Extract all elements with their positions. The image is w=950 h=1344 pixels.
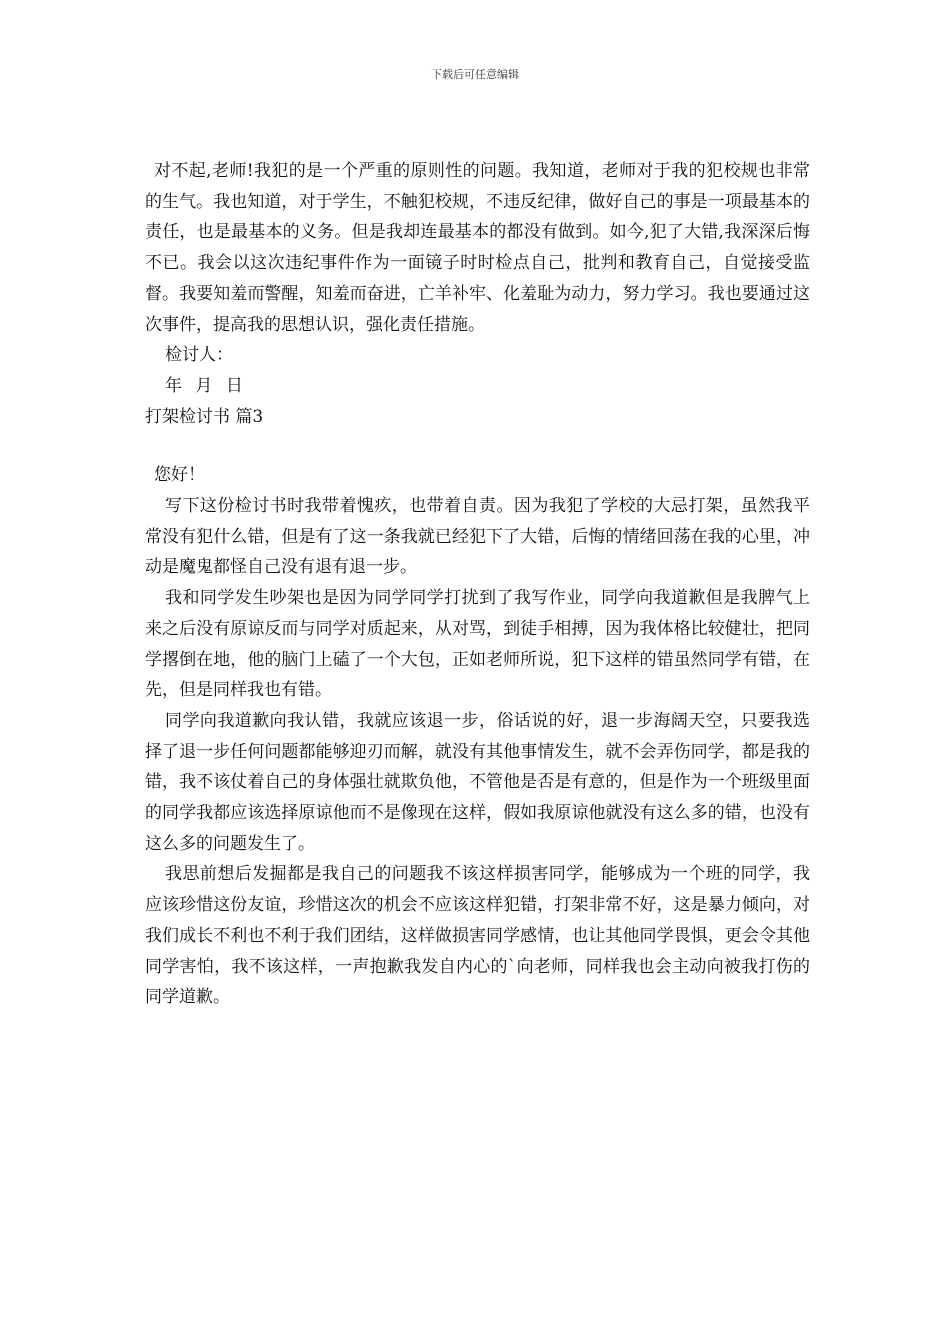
- section-title: 打架检讨书 篇3: [145, 406, 264, 427]
- date-day: 日: [225, 375, 243, 396]
- date-month: 月: [195, 375, 213, 396]
- signature-line: 检讨人：: [165, 345, 233, 366]
- body-paragraph-3: 同学向我道歉向我认错，我就应该退一步，俗话说的好，退一步海阔天空，只要我选择了退一步任何问题都能够迎刃而解，就没有其他事情发生，就不会弄伤同学，都是我的错，我不该仗着自己的身体强壮就欺负他，不管他是否是有意的，但是作为一个班级里面的同学我都应该选择原谅他而不是像现在这样，假如我原谅他就没有这么多的错，也没有这么多的问题发生了。: [145, 710, 810, 854]
- date-line: [145, 371, 810, 402]
- body-paragraph-2: 我和同学发生吵架也是因为同学同学打扰到了我写作业，同学向我道歉但是我脾气上来之后没有原谅反而与同学对质起来，从对骂，到徒手相搏，因为我体格比较健壮，把同学撂倒在地，他的脑门上磕了一个大包，正如老师所说，犯下这样的错虽然同学有错，在先，但是同样我也有错。: [145, 588, 810, 701]
- spacer: [145, 432, 810, 460]
- document-body: [145, 156, 810, 1013]
- page-header-note: 下载后可任意编辑: [431, 68, 519, 81]
- apology-paragraph: 对不起,老师!我犯的是一个严重的原则性的问题。我知道，老师对于我的犯校规也非常的生气。我也知道，对于学生，不触犯校规，不违反纪律，做好自己的事是一项最基本的责任，也是最基本的义务。但是我却连最基本的都没有做到。如今,犯了大错,我深深后悔不已。我会以这次违纪事件作为一面镜子时时检点自己，批判和教育自己，自觉接受监督。我要知羞而警醒，知羞而奋进，亡羊补牢、化羞耻为动力，努力学习。我也要通过这次事件，提高我的思想认识，强化责任措施。: [145, 161, 810, 335]
- date-year: 年: [165, 375, 182, 396]
- greeting: 您好！: [154, 465, 205, 486]
- body-paragraph-1: 写下这份检讨书时我带着愧疚，也带着自责。因为我犯了学校的大忌打架，虽然我平常没有犯什么错，但是有了这一条我就已经犯下了大错，后悔的情绪回荡在我的心里，冲动是魔鬼都怪自己没有退有退一步。: [145, 496, 810, 578]
- body-paragraph-4: 我思前想后发掘都是我自己的问题我不该这样损害同学，能够成为一个班的同学，我应该珍惜这份友谊，珍惜这次的机会不应该这样犯错，打架非常不好，这是暴力倾向，对我们成长不利也不利于我们团结，这样做损害同学感情，也让其他同学畏惧，更会令其他同学害怕，我不该这样，一声抱歉我发自内心的`向老师，同样我也会主动向被我打伤的同学道歉。: [145, 864, 810, 1008]
